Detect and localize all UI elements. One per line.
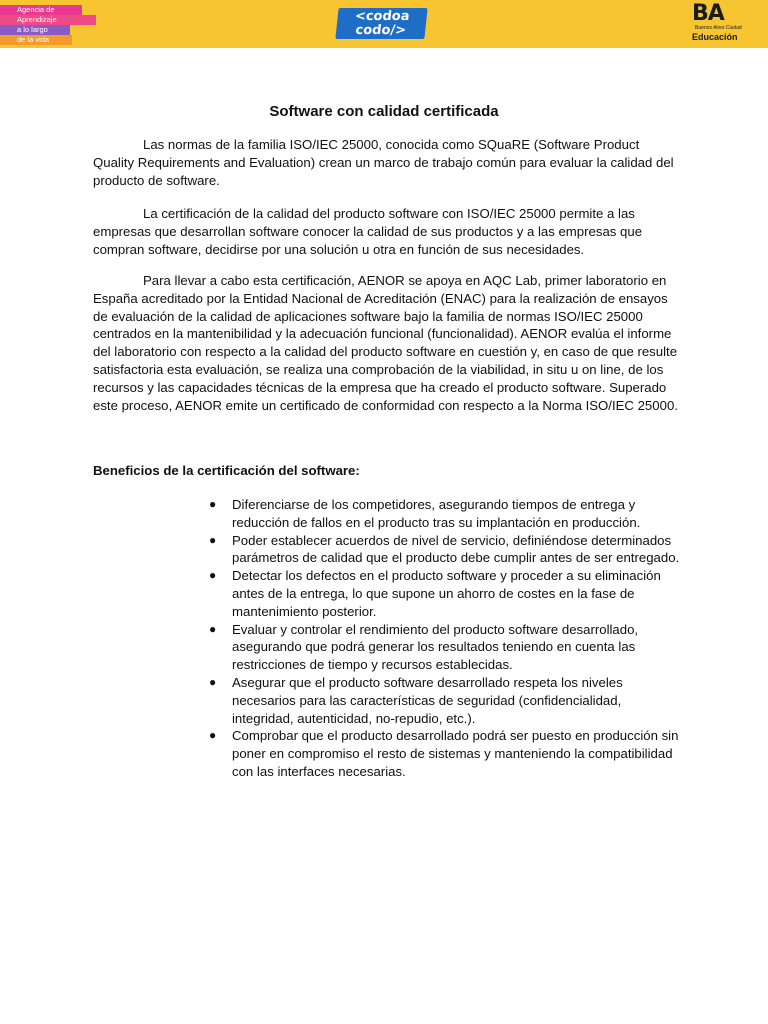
bullet-icon: ● xyxy=(209,728,217,743)
benefit-text: Comprobar que el producto desarrollado podrá ser puesto en producción sin poner en compromiso el resto de sistemas y manteniendo la compatibilidad con las interfaces necesarias. xyxy=(232,728,679,779)
agencia-line: de la vida xyxy=(0,35,72,45)
bullet-icon: ● xyxy=(209,568,217,583)
codo-a-codo-logo[interactable] xyxy=(335,8,427,39)
ba-educacion-label: Educación xyxy=(692,32,738,42)
benefits-list xyxy=(206,496,680,781)
bullet-icon: ● xyxy=(209,497,217,511)
list-item xyxy=(206,621,680,674)
agencia-aprendizaje-logo[interactable] xyxy=(0,5,100,45)
ba-mark: BA xyxy=(692,1,724,26)
paragraph-2-text: La certificación de la calidad del producto software con ISO/IEC 25000 permite a las empresas que desarrollan software conocer la calidad de sus productos y a las empresas que compran software, decidirse por una solución u otra en función de sus necesidades. xyxy=(93,206,643,257)
header-bar xyxy=(0,0,768,48)
agencia-line: Agencia de xyxy=(0,5,82,15)
bullet-icon: ● xyxy=(209,621,217,636)
benefit-text: Evaluar y controlar el rendimiento del producto software desarrollado, asegurando que podrá generar los resultados teniendo en cuenta las restricciones de tiempo y recursos establecidas. xyxy=(232,621,639,673)
codo-logo-line: codo/> xyxy=(354,23,407,38)
paragraph-2 xyxy=(93,205,681,258)
ba-subtitle: Buenos Aires Ciudad xyxy=(695,25,742,31)
list-item xyxy=(206,532,680,568)
benefits-heading: Beneficios de la certificación del software: xyxy=(93,463,360,478)
benefit-text: Detectar los defectos en el producto software y proceder a su eliminación antes de la entrega, lo que supone un ahorro de costes en la fase de mantenimiento posterior. xyxy=(232,568,661,619)
benefit-text: Poder establecer acuerdos de nivel de servicio, definiéndose determinados parámetros de calidad que el producto debe cumplir antes de ser entregado. xyxy=(232,532,680,566)
list-item xyxy=(206,567,680,620)
benefit-text: Diferenciarse de los competidores, asegurando tiempos de entrega y reducción de fallos en el producto tras su implantación en producción. xyxy=(232,497,641,530)
buenos-aires-educacion-logo[interactable] xyxy=(690,1,752,44)
paragraph-1-text: Las normas de la familia ISO/IEC 25000, conocida como SQuaRE (Software Product Quality Requirements and Evaluation) crean un marco de trabajo común para evaluar la calidad del producto de software. xyxy=(93,137,674,188)
paragraph-3-text: Para llevar a cabo esta certificación, AENOR se apoya en AQC Lab, primer laboratorio en España acreditado por la Entidad Nacional de Acreditación (ENAC) para la realización de ensayos de evaluación de la calidad de aplicaciones software bajo la familia de normas ISO/IEC 25000 centrados en la mantenibilidad y la adecuación funcional (funcionalidad). AENOR evalúa el informe del laboratorio con respecto a la calidad del producto software en cuestión y, en caso de que resulte satisfactoria esta evaluación, se realiza una comprobación de la viabilidad, in situ u on line, de los recursos y las capacidades técnicas de la empresa que ha creado el producto software. Superado este proceso, AENOR emite un certificado de conformidad con respecto a la Norma ISO/IEC 25000. xyxy=(93,273,678,413)
codo-logo-line: <codoa xyxy=(354,9,411,24)
list-item xyxy=(206,727,680,780)
agencia-line: Aprendizaje xyxy=(0,15,96,25)
agencia-line: a lo largo xyxy=(0,25,70,35)
bullet-icon: ● xyxy=(209,532,217,547)
benefit-text: Asegurar que el producto software desarrollado respeta los niveles necesarios para las características de seguridad (confidencialidad, integridad, autenticidad, no-repudio, etc.). xyxy=(232,674,623,726)
list-item xyxy=(206,674,680,727)
paragraph-1 xyxy=(93,136,681,189)
document-title: Software con calidad certificada xyxy=(269,103,499,120)
bullet-icon: ● xyxy=(209,674,217,689)
list-item xyxy=(206,496,680,532)
paragraph-3 xyxy=(93,272,681,414)
